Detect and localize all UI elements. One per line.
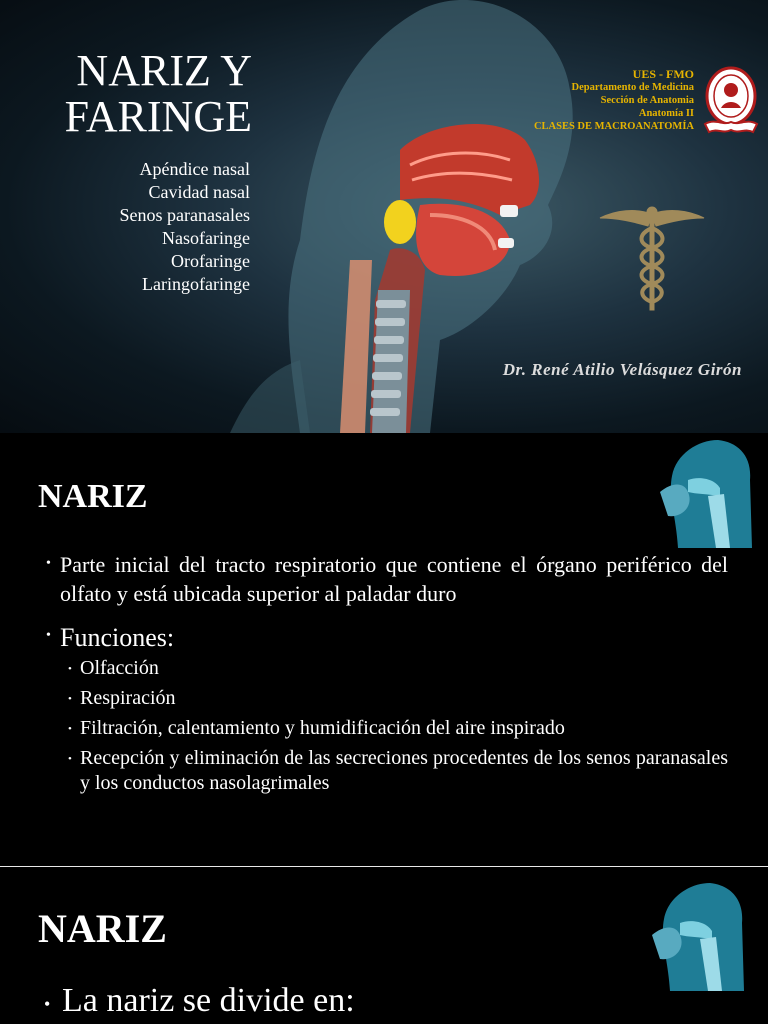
bullet-intro [46, 550, 728, 608]
caduceus-icon [596, 204, 708, 314]
title-line-2: FARINGE [64, 92, 252, 141]
bullet-functions [46, 622, 728, 654]
head-section-thumbnail-icon [650, 879, 750, 991]
function-item [68, 746, 728, 796]
function-item [68, 716, 728, 742]
bullet-symbol: • [46, 556, 51, 571]
institution-line: Sección de Anatomia [600, 95, 694, 106]
topic-item: Apéndice nasal [139, 159, 250, 179]
title-slide [0, 0, 768, 433]
slide-heading: NARIZ [38, 906, 167, 951]
function-item [68, 686, 728, 712]
head-section-thumbnail-icon [658, 436, 758, 548]
institution-line: Departamento de Medicina [571, 82, 694, 93]
institution-line: CLASES DE MACROANATOMÍA [533, 121, 694, 132]
function-text: Filtración, calentamiento y humidificación del aire inspirado [80, 717, 565, 739]
function-text: Respiración [80, 687, 176, 709]
presentation-title [30, 48, 252, 140]
bullet-symbol: • [68, 723, 72, 735]
slide-body [46, 550, 728, 796]
topic-item: Senos paranasales [119, 205, 250, 225]
slide-heading: NARIZ [38, 478, 148, 515]
content-slide-nariz [0, 433, 768, 866]
function-item [68, 656, 728, 682]
bullet-symbol: • [44, 994, 51, 1014]
topic-item: Nasofaringe [162, 228, 250, 248]
university-seal-icon [701, 62, 761, 138]
function-text: Olfacción [80, 657, 159, 679]
bullet-symbol: • [68, 693, 72, 705]
topic-item: Orofaringe [171, 251, 250, 271]
topic-item: Cavidad nasal [148, 182, 250, 202]
content-slide-nariz-divisions [0, 867, 768, 1024]
function-text: Recepción y eliminación de las secreciones procedentes de los senos paranasales y los conductos nasolagrimales [80, 747, 728, 794]
functions-list [68, 656, 728, 796]
bullet-text: Funciones: [60, 623, 175, 652]
bullet-divisions [44, 982, 644, 1024]
author-signature: Dr. René Atilio Velásquez Girón [502, 360, 742, 379]
bullet-symbol: • [68, 663, 72, 675]
bullet-symbol: • [68, 753, 72, 765]
title-line-1: NARIZ Y [76, 46, 252, 95]
topic-list [40, 158, 250, 296]
institution-line: UES - FMO [632, 67, 694, 81]
bullet-symbol: • [46, 628, 51, 643]
institution-block [520, 68, 694, 133]
bullet-text: Parte inicial del tracto respiratorio que contiene el órgano periférico del olfato y está ubicada superior al paladar duro [60, 552, 728, 606]
institution-line: Anatomía II [638, 108, 694, 119]
topic-item: Laringofaringe [142, 274, 250, 294]
bullet-text: La nariz se divide en: [62, 982, 355, 1019]
